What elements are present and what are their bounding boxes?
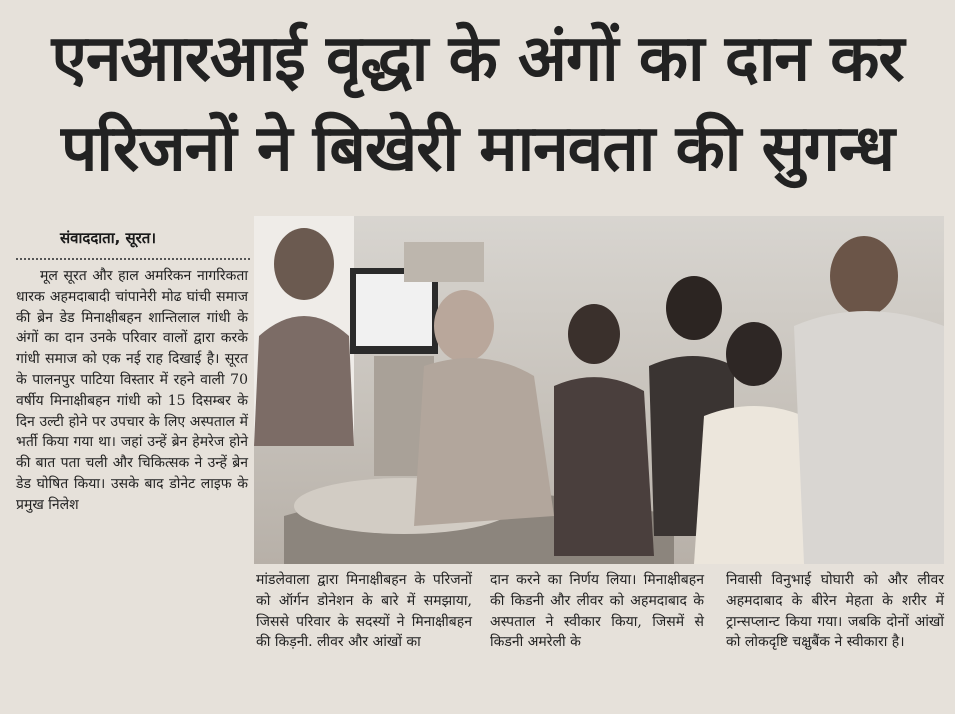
byline: संवाददाता, सूरत।: [60, 229, 157, 247]
hospital-family-photo: [254, 216, 944, 564]
article-column-3: दान करने का निर्णय लिया। मिनाक्षीबहन की किडनी और लीवर को अहमदाबाद के अस्पताल ने स्वीकार किया, जिसमें से किडनी अमरेली के: [490, 572, 704, 651]
headline-line-2: परिजनों ने बिखेरी मानवता की सुगन्ध: [61, 112, 894, 186]
article-column-2: मांडलेवाला द्वारा मिनाक्षीबहन के परिजनों को ऑर्गन डोनेशन के बारे में समझाया, जिससे परिवार के सदस्यों ने मिनाक्षीबहन की किड़नी. लीवर और आंखों का: [256, 572, 472, 651]
article-column-4: निवासी विनुभाई घोघारी को और लीवर अहमदाबाद के बीरेन मेहता के शरीर में ट्रान्सप्लान्ट किया गया। जबकि दोनों आंखों को लोकदृष्टि चक्षुबैंक ने स्वीकारा है।: [726, 572, 944, 651]
byline-divider: [16, 258, 250, 260]
headline-line-1: एनआरआई वृद्धा के अंगों का दान कर: [51, 22, 904, 96]
article-column-1: मूल सूरत और हाल अमरिकन नागरिकता धारक अहमदाबादी चांपानेरी मोढ घांची समाज की ब्रेन डेड मिनाक्षीबहन शान्तिलाल गांधी के अंगों का दान उनके परिवार वालों द्वारा करके गांधी समाज को एक नई राह दिखाई है। सूरत के पालनपुर पाटिया विस्तार में रहने वाली 70 वर्षीय मिनाक्षीबहन गांधी को 15 दिसम्बर के दिन उल्टी होने पर उपचार के लिए अस्पताल में भर्ती किया गया था। जहां उन्हें ब्रेन हेमरेज होने की बात पता चली और चिकित्सक ने उन्हें ब्रेन डेड घोषित किया। उसके बाद डोनेट लाइफ के प्रमुख निलेश: [16, 268, 248, 513]
